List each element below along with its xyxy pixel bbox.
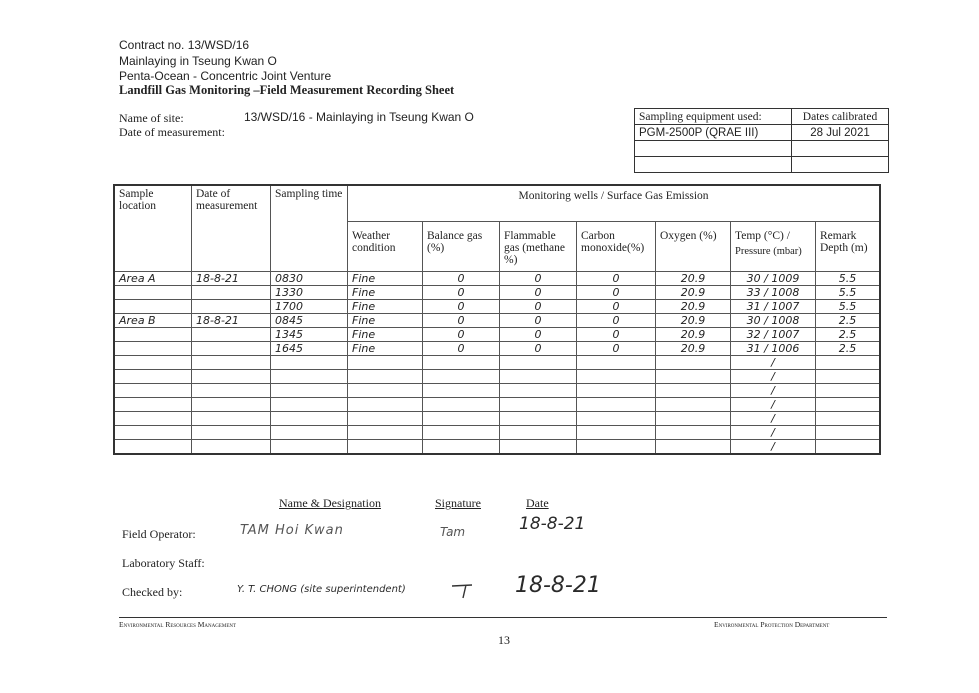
cell-date (192, 411, 271, 425)
cell-flammable-gas (500, 425, 577, 439)
cell-time: 1345 (271, 327, 348, 341)
cell-carbon-monoxide (577, 411, 656, 425)
cell-balance-gas: 0 (423, 313, 500, 327)
equipment-col-header: Sampling equipment used: (635, 109, 792, 125)
cell-depth: 5.5 (816, 271, 881, 285)
checked-by-signature-mark (448, 580, 478, 600)
cell-time (271, 411, 348, 425)
header-depth: Depth (m) (820, 241, 868, 254)
cell-date (192, 383, 271, 397)
cell-carbon-monoxide: 0 (577, 299, 656, 313)
footer-left: Environmental Resources Management (119, 620, 237, 629)
cell-weather (348, 355, 423, 369)
cell-time (271, 425, 348, 439)
signoff-date-header: Date (526, 496, 549, 510)
field-operator-name: TAM Hoi Kwan (240, 523, 344, 538)
cell-time: 0830 (271, 271, 348, 285)
cell-date: 18-8-21 (192, 313, 271, 327)
header-sample-location: Sample location (114, 185, 192, 271)
cell-oxygen: 20.9 (656, 285, 731, 299)
cell-balance-gas: 0 (423, 285, 500, 299)
checked-by-name: Y. T. CHONG (site superintendent) (237, 584, 406, 595)
cell-weather: Fine (348, 285, 423, 299)
cell-flammable-gas: 0 (500, 327, 577, 341)
cell-date (192, 355, 271, 369)
cell-temp-pressure: 31 / 1006 (731, 341, 816, 355)
cell-location (114, 383, 192, 397)
cell-flammable-gas: 0 (500, 313, 577, 327)
cell-depth (816, 411, 881, 425)
footer-right: Environmental Protection Department (714, 620, 830, 629)
cell-balance-gas (423, 425, 500, 439)
cell-temp-pressure: / (731, 425, 816, 439)
cell-depth (816, 425, 881, 439)
footer-rule (119, 617, 887, 618)
cell-location (114, 369, 192, 383)
table-row (114, 285, 880, 299)
cell-time (271, 439, 348, 454)
table-row (114, 299, 880, 313)
cell-weather: Fine (348, 327, 423, 341)
cell-weather (348, 425, 423, 439)
header-balance-gas: Balance gas (%) (423, 221, 500, 271)
contract-number: Contract no. 13/WSD/16 (119, 38, 250, 52)
field-operator-signature: Tam (440, 525, 466, 539)
cell-oxygen (656, 355, 731, 369)
cell-flammable-gas (500, 411, 577, 425)
cell-carbon-monoxide (577, 383, 656, 397)
cell-oxygen: 20.9 (656, 299, 731, 313)
cell-flammable-gas: 0 (500, 271, 577, 285)
checked-by-label: Checked by: (122, 585, 183, 599)
checked-by-date: 18-8-21 (515, 573, 601, 598)
cell-flammable-gas (500, 369, 577, 383)
cell-date (192, 397, 271, 411)
signoff-name-header: Name & Designation (279, 496, 381, 510)
field-operator-date: 18-8-21 (519, 514, 586, 534)
table-row (114, 383, 880, 397)
cell-balance-gas (423, 355, 500, 369)
cell-carbon-monoxide: 0 (577, 285, 656, 299)
cell-balance-gas: 0 (423, 327, 500, 341)
project-name: Mainlaying in Tseung Kwan O (119, 54, 277, 68)
calibrated-col-header: Dates calibrated (792, 109, 889, 125)
table-row (114, 271, 880, 285)
cell-depth: 5.5 (816, 285, 881, 299)
cell-balance-gas (423, 411, 500, 425)
header-date-measurement: Date of measurement (192, 185, 271, 271)
cell-oxygen (656, 397, 731, 411)
cell-location (114, 285, 192, 299)
cell-depth (816, 355, 881, 369)
cell-flammable-gas: 0 (500, 299, 577, 313)
cell-temp-pressure: / (731, 383, 816, 397)
cell-flammable-gas (500, 397, 577, 411)
cell-time: 0845 (271, 313, 348, 327)
signoff-signature-header: Signature (435, 496, 481, 510)
cell-depth (816, 397, 881, 411)
cell-flammable-gas (500, 439, 577, 454)
cell-location (114, 425, 192, 439)
table-row (114, 397, 880, 411)
cell-oxygen (656, 425, 731, 439)
cell-balance-gas (423, 369, 500, 383)
cell-flammable-gas (500, 355, 577, 369)
cell-location (114, 341, 192, 355)
cell-time (271, 397, 348, 411)
contractor-name: Penta-Ocean - Concentric Joint Venture (119, 69, 332, 83)
table-row (114, 341, 880, 355)
equipment-table (634, 108, 889, 173)
cell-balance-gas: 0 (423, 299, 500, 313)
cell-oxygen (656, 411, 731, 425)
cell-time (271, 355, 348, 369)
cell-flammable-gas (500, 383, 577, 397)
cell-temp-pressure: / (731, 369, 816, 383)
cell-depth (816, 369, 881, 383)
header-carbon-monoxide: Carbon monoxide(%) (577, 221, 656, 271)
cell-balance-gas (423, 383, 500, 397)
cell-temp-pressure: 30 / 1009 (731, 271, 816, 285)
cell-oxygen: 20.9 (656, 341, 731, 355)
table-row (114, 369, 880, 383)
cell-time: 1330 (271, 285, 348, 299)
page-number: 13 (498, 633, 510, 647)
cell-oxygen (656, 383, 731, 397)
header-pressure: Pressure (mbar) (735, 245, 802, 257)
cell-oxygen: 20.9 (656, 313, 731, 327)
cell-weather (348, 397, 423, 411)
cell-temp-pressure: 32 / 1007 (731, 327, 816, 341)
cell-balance-gas (423, 397, 500, 411)
cell-flammable-gas: 0 (500, 341, 577, 355)
cell-weather: Fine (348, 313, 423, 327)
data-rows (114, 271, 880, 454)
cell-depth: 2.5 (816, 327, 881, 341)
cell-location (114, 397, 192, 411)
cell-location (114, 299, 192, 313)
cell-date (192, 341, 271, 355)
cell-temp-pressure: 33 / 1008 (731, 285, 816, 299)
cell-carbon-monoxide: 0 (577, 327, 656, 341)
equipment-model: PGM-2500P (QRAE III) (635, 125, 792, 141)
laboratory-staff-label: Laboratory Staff: (122, 556, 205, 570)
cell-weather: Fine (348, 271, 423, 285)
cell-carbon-monoxide (577, 355, 656, 369)
cell-date (192, 285, 271, 299)
cell-carbon-monoxide: 0 (577, 313, 656, 327)
cell-depth: 2.5 (816, 341, 881, 355)
cell-location (114, 355, 192, 369)
cell-oxygen: 20.9 (656, 271, 731, 285)
table-row (114, 327, 880, 341)
cell-balance-gas: 0 (423, 271, 500, 285)
cell-weather: Fine (348, 299, 423, 313)
field-operator-label: Field Operator: (122, 527, 196, 541)
cell-location (114, 439, 192, 454)
site-name-label: Name of site: (119, 111, 184, 125)
cell-carbon-monoxide (577, 439, 656, 454)
cell-time (271, 369, 348, 383)
header-temp: Temp (°C) / (735, 229, 790, 242)
cell-oxygen (656, 369, 731, 383)
measurement-table (113, 184, 881, 455)
cell-time: 1645 (271, 341, 348, 355)
cell-carbon-monoxide: 0 (577, 271, 656, 285)
cell-weather (348, 439, 423, 454)
cell-carbon-monoxide: 0 (577, 341, 656, 355)
cell-temp-pressure: / (731, 439, 816, 454)
cell-flammable-gas: 0 (500, 285, 577, 299)
cell-date (192, 369, 271, 383)
header-temp-pressure (731, 221, 816, 271)
table-row (114, 425, 880, 439)
cell-date (192, 299, 271, 313)
header-flammable-gas: Flammable gas (methane %) (500, 221, 577, 271)
date-measurement-label: Date of measurement: (119, 125, 225, 139)
cell-depth: 5.5 (816, 299, 881, 313)
cell-carbon-monoxide (577, 397, 656, 411)
cell-temp-pressure: / (731, 355, 816, 369)
table-row (114, 439, 880, 454)
header-oxygen: Oxygen (%) (656, 221, 731, 271)
cell-location: Area B (114, 313, 192, 327)
header-weather: Weather condition (348, 221, 423, 271)
cell-weather (348, 369, 423, 383)
cell-weather: Fine (348, 341, 423, 355)
cell-location: Area A (114, 271, 192, 285)
calibration-date: 28 Jul 2021 (792, 125, 889, 141)
cell-depth (816, 439, 881, 454)
cell-temp-pressure: 30 / 1008 (731, 313, 816, 327)
cell-date (192, 439, 271, 454)
cell-date (192, 425, 271, 439)
header-sampling-time: Sampling time (271, 185, 348, 271)
cell-temp-pressure: / (731, 397, 816, 411)
cell-location (114, 327, 192, 341)
cell-temp-pressure: / (731, 411, 816, 425)
table-row (114, 411, 880, 425)
site-name-value: 13/WSD/16 - Mainlaying in Tseung Kwan O (244, 110, 474, 124)
cell-balance-gas (423, 439, 500, 454)
header-remark: Remark (820, 229, 857, 242)
cell-weather (348, 383, 423, 397)
cell-oxygen: 20.9 (656, 327, 731, 341)
cell-location (114, 411, 192, 425)
table-row (114, 313, 880, 327)
cell-date (192, 327, 271, 341)
cell-temp-pressure: 31 / 1007 (731, 299, 816, 313)
cell-oxygen (656, 439, 731, 454)
header-remark-depth (816, 221, 881, 271)
header-monitoring-group: Monitoring wells / Surface Gas Emission (348, 185, 881, 221)
cell-balance-gas: 0 (423, 341, 500, 355)
table-row (114, 355, 880, 369)
cell-date: 18-8-21 (192, 271, 271, 285)
cell-carbon-monoxide (577, 369, 656, 383)
cell-carbon-monoxide (577, 425, 656, 439)
cell-depth: 2.5 (816, 313, 881, 327)
sheet-title: Landfill Gas Monitoring –Field Measurement Recording Sheet (119, 83, 455, 97)
cell-depth (816, 383, 881, 397)
cell-time (271, 383, 348, 397)
cell-time: 1700 (271, 299, 348, 313)
cell-weather (348, 411, 423, 425)
